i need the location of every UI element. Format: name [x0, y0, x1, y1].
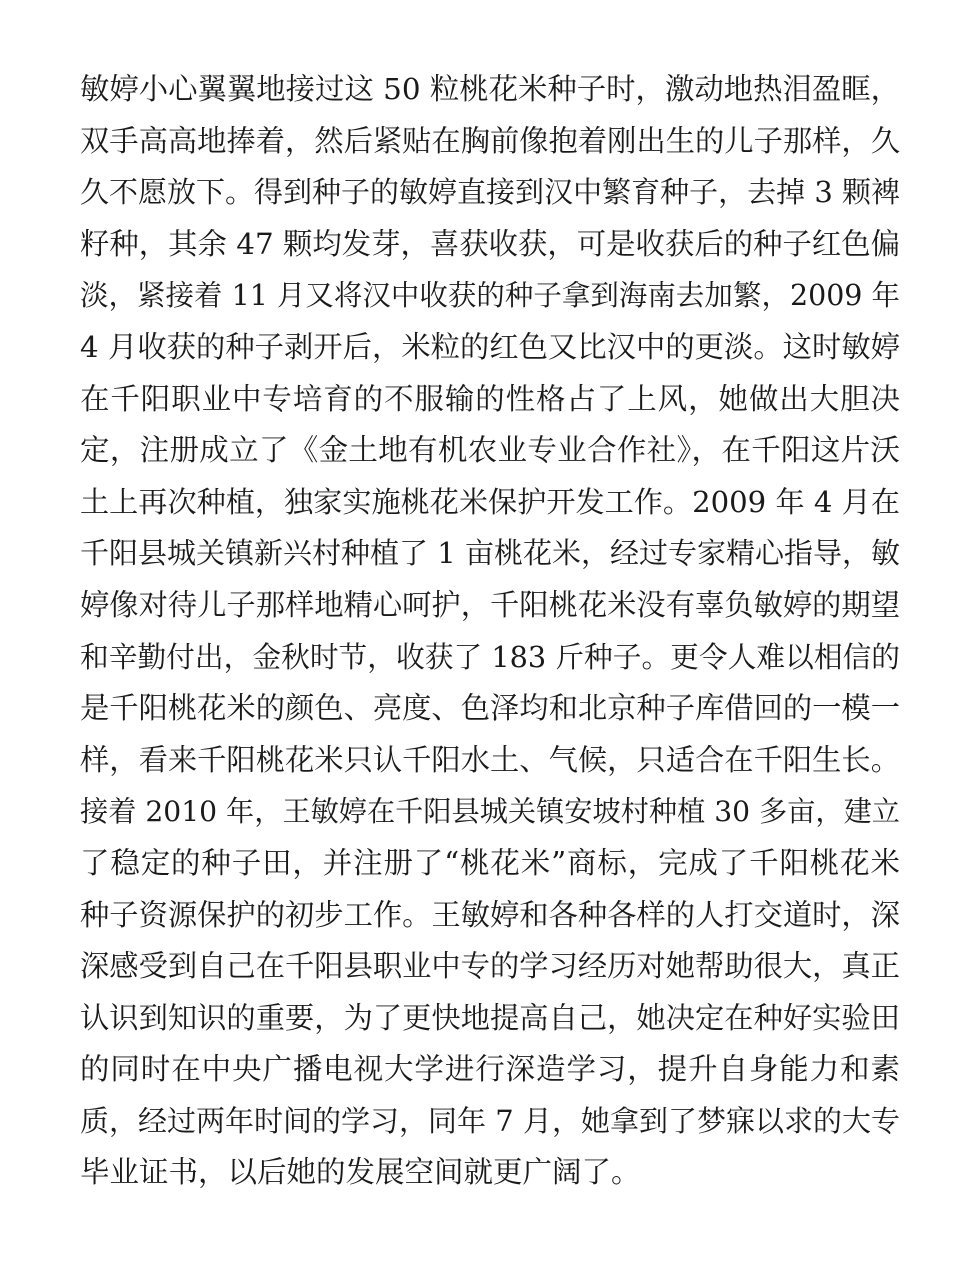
text-line-6: 4 月收获的种子剥开后，米粒的红色又比汉中的更淡。这时敏婷	[80, 329, 900, 364]
text-line-2: 双手高高地捧着，然后紧贴在胸前像抱着刚出生的儿子那样，久	[80, 123, 900, 158]
body-paragraph	[80, 64, 900, 1199]
text-line-7: 在千阳职业中专培育的不服输的性格占了上风，她做出大胆决	[80, 381, 900, 416]
text-line-5: 淡，紧接着 11 月又将汉中收获的种子拿到海南去加繁，2009 年	[80, 279, 900, 313]
text-line-16: 了稳定的种子田，并注册了“桃花米”商标，完成了千阳桃花米	[80, 845, 900, 880]
text-line-1: 敏婷小心翼翼地接过这 50 粒桃花米种子时，激动地热泪盈眶，	[80, 72, 900, 106]
text-line-9: 土上再次种植，独家实施桃花米保护开发工作。2009 年 4 月在	[80, 484, 900, 519]
text-line-4: 籽种，其余 47 颗均发芽，喜获收获，可是收获后的种子红色偏	[80, 226, 900, 261]
text-line-8: 定，注册成立了《金土地有机农业专业合作社》，在千阳这片沃	[80, 433, 900, 468]
text-line-18: 深感受到自己在千阳县职业中专的学习经历对她帮助很大，真正	[80, 949, 900, 984]
text-line-19: 认识到知识的重要，为了更快地提高自己，她决定在种好实验田	[80, 1000, 900, 1035]
text-line-12: 和辛勤付出，金秋时节，收获了 183 斤种子。更令人难以相信的	[80, 639, 900, 674]
text-line-14: 样，看来千阳桃花米只认千阳水土、气候，只适合在千阳生长。	[80, 742, 900, 777]
text-line-13: 是千阳桃花米的颜色、亮度、色泽均和北京种子库借回的一模一	[80, 691, 900, 726]
text-line-17: 种子资源保护的初步工作。王敏婷和各种各样的人打交道时，深	[80, 897, 900, 932]
text-line-22: 毕业证书，以后她的发展空间就更广阔了。	[80, 1155, 641, 1190]
text-line-11: 婷像对待儿子那样地精心呵护，千阳桃花米没有辜负敏婷的期望	[80, 587, 900, 622]
text-line-3: 久不愿放下。得到种子的敏婷直接到汉中繁育种子，去掉 3 颗裨	[80, 175, 900, 210]
text-line-21: 质，经过两年时间的学习，同年 7 月，她拿到了梦寐以求的大专	[80, 1103, 900, 1138]
text-line-10: 千阳县城关镇新兴村种植了 1 亩桃花米，经过专家精心指导，敏	[80, 536, 900, 571]
text-line-15: 接着 2010 年，王敏婷在千阳县城关镇安坡村种植 30 多亩，建立	[80, 795, 900, 829]
text-line-20: 的同时在中央广播电视大学进行深造学习，提升自身能力和素	[80, 1052, 900, 1087]
